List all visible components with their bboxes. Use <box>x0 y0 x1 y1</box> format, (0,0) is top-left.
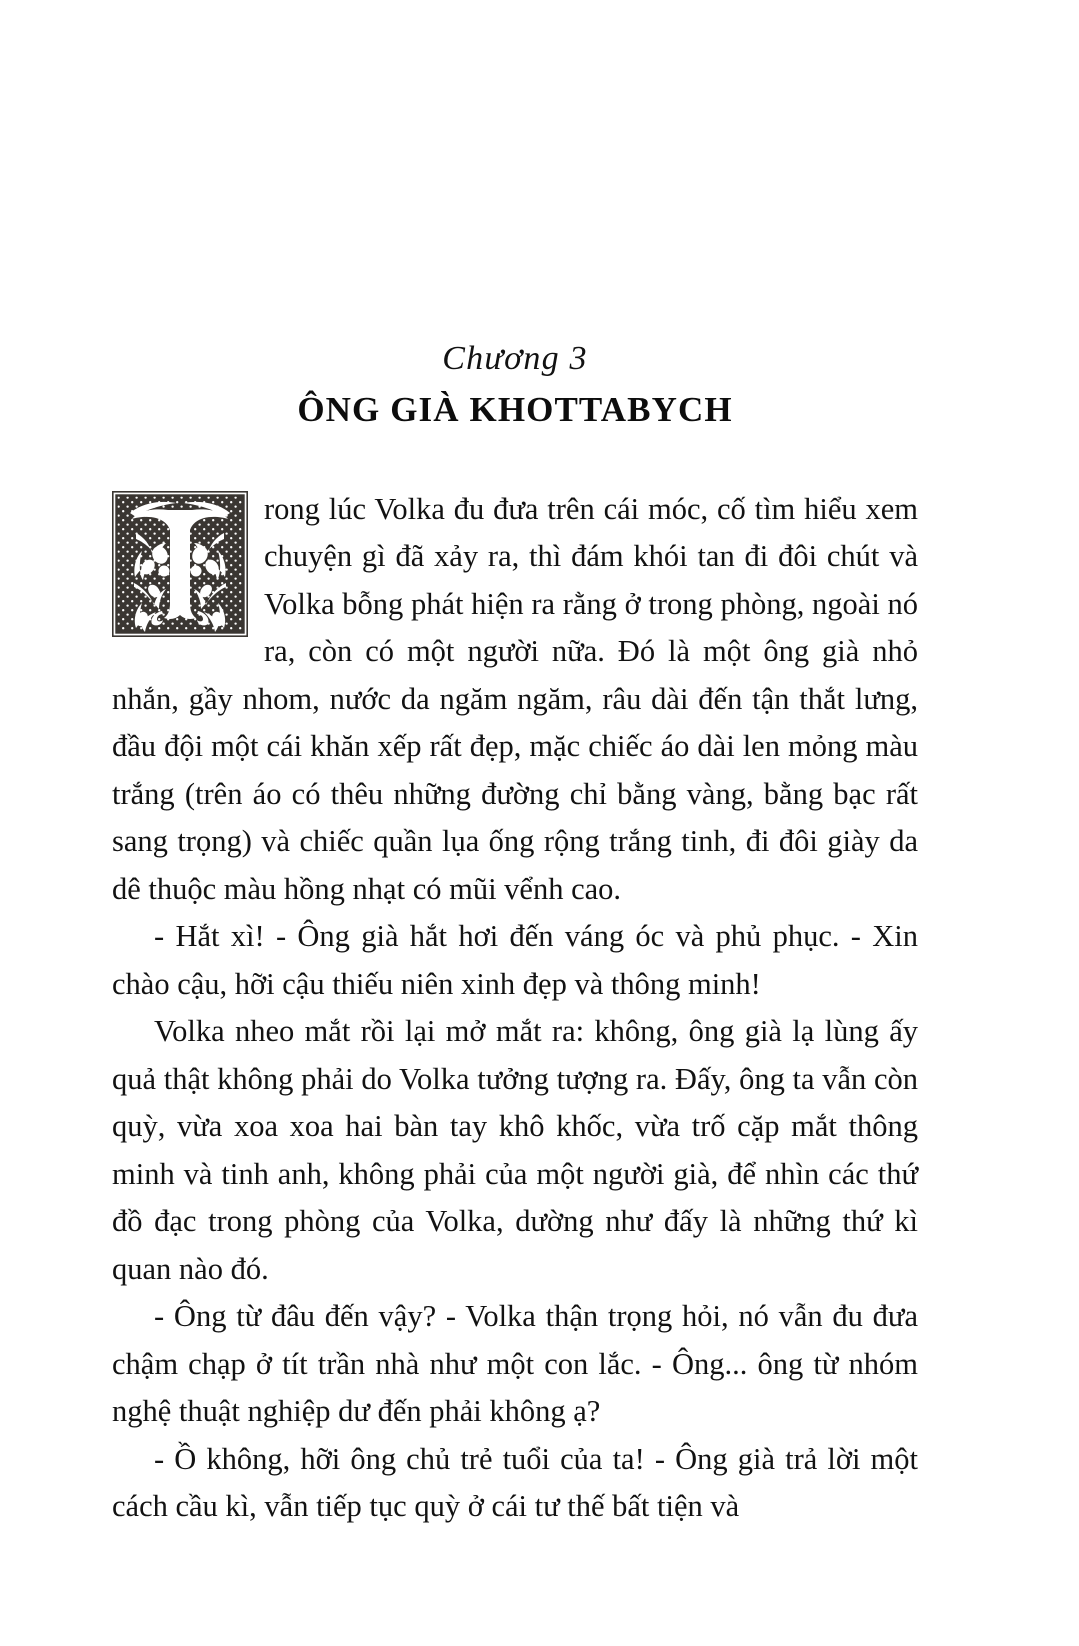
body-text <box>112 486 918 1531</box>
chapter-label: Chương 3 <box>442 340 588 377</box>
paragraph: - Hắt xì! - Ông già hắt hơi đến váng óc và phủ phục. - Xin chào cậu, hỡi cậu thiếu niên xinh đẹp và thông minh! <box>112 919 918 1001</box>
paragraph: - Ồ không, hỡi ông chủ trẻ tuổi của ta! - Ông già trả lời một cách cầu kì, vẫn tiếp tục quỳ ở cái tư thế bất tiện và <box>112 1441 918 1524</box>
paragraph: Volka nheo mắt rồi lại mở mắt ra: không, ông già lạ lùng ấy quả thật không phải do Volka tưởng tượng ra. Đấy, ông ta vẫn còn quỳ, vừa xoa xoa hai bàn tay khô khốc, vừa trố cặp mắt thông minh và tinh anh, không phải của một người già, để nhìn các thứ đồ đạc trong phòng của Volka, dường như đấy là những thứ kì quan nào đó. <box>112 1014 918 1286</box>
chapter-title: ÔNG GIÀ KHOTTABYCH <box>297 390 733 430</box>
paragraph: rong lúc Volka đu đưa trên cái móc, cố tìm hiểu xem chuyện gì đã xảy ra, thì đám khói tan đi đôi chút và Volka bỗng phát hiện ra rằng ở trong phòng, ngoài nó ra, còn có một người nữa. Đó là một ông già nhỏ nhắn, gầy nhom, nước da ngăm ngăm, râu dài đến tận thắt lưng, đầu đội một cái khăn xếp rất đẹp, mặc chiếc áo dài len mỏng màu trắng (trên áo có thêu những đường chỉ bằng vàng, bằng bạc rất sang trọng) và chiếc quần lụa ống rộng trắng tinh, đi đôi giày da dê thuộc màu hồng nhạt có mũi vểnh cao. <box>112 491 918 906</box>
paragraph: - Ông từ đâu đến vậy? - Volka thận trọng hỏi, nó vẫn đu đưa chậm chạp ở tít trần nhà như một con lắc. - Ông... ông từ nhóm nghệ thuật nghiệp dư đến phải không ạ? <box>112 1299 918 1429</box>
ornamental-dropcap-icon <box>112 491 248 637</box>
page-content <box>112 340 918 1531</box>
